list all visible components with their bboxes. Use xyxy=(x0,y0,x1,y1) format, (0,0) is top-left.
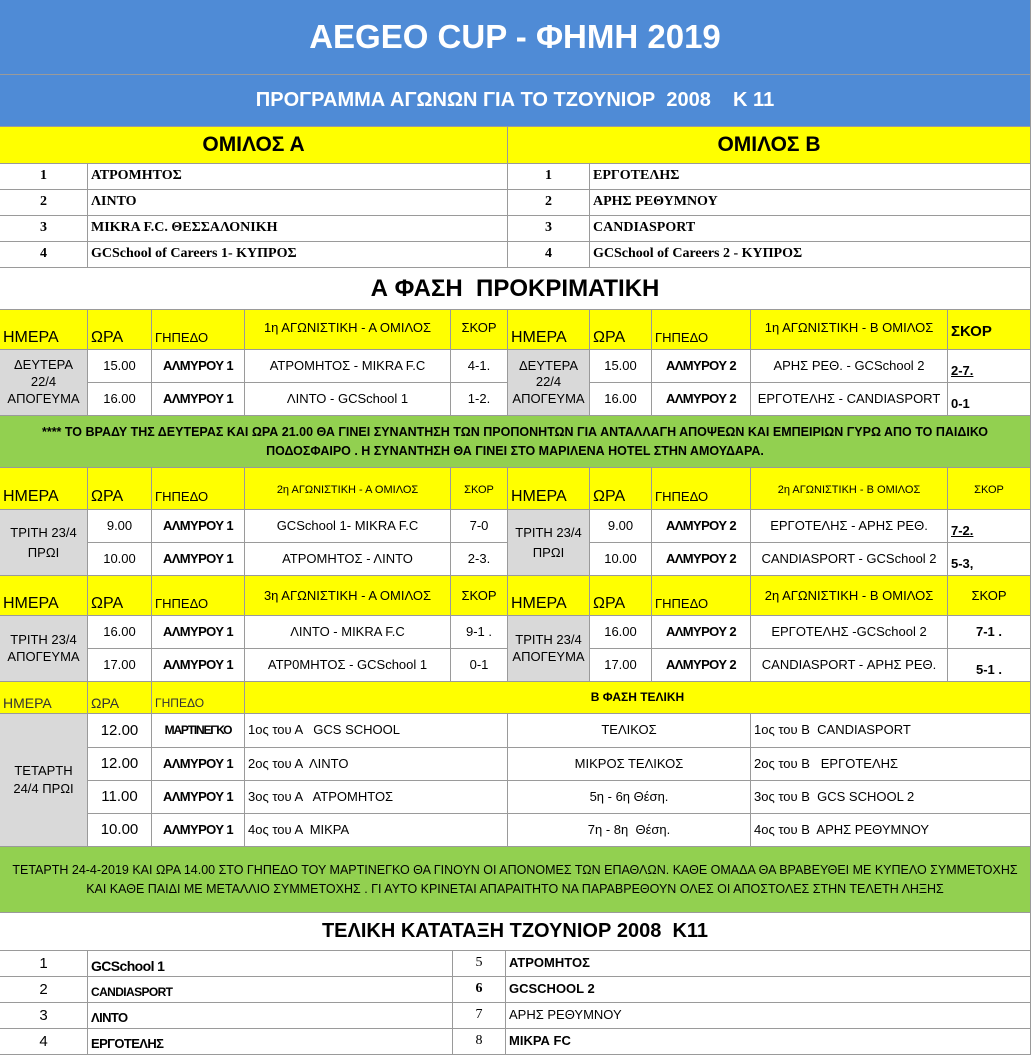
final-team-b: 4ος του Β ΑΡΗΣ ΡΕΘΥΜΝΟΥ xyxy=(751,814,1031,847)
match-teams: ΑΡΗΣ ΡΕΘ. - GCSchool 2 xyxy=(751,350,948,383)
standings-position: 1 xyxy=(0,951,88,977)
final-phase-title: Β ΦΑΣΗ ΤΕΛΙΚΗ xyxy=(245,682,1031,714)
standings-position: 3 xyxy=(0,1003,88,1029)
group-b-number: 3 xyxy=(508,216,590,242)
match-field: ΑΛΜΥΡΟΥ 2 xyxy=(652,383,751,416)
col-time-header: ΩΡΑ xyxy=(88,310,152,350)
final-field: ΜΑΡΤΙΝΕΓΚΟ xyxy=(152,714,245,748)
group-a-number: 4 xyxy=(0,242,88,268)
match-time: 16.00 xyxy=(590,383,652,416)
final-team-b: 1ος του Β CANDIASPORT xyxy=(751,714,1031,748)
round3-b-title: 2η ΑΓΩΝΙΣΤΙΚΗ - Β ΟΜΙΛΟΣ xyxy=(751,576,948,616)
col-score-header: ΣΚΟΡ xyxy=(451,468,508,510)
group-a-number: 2 xyxy=(0,190,88,216)
standings-position: 5 xyxy=(453,951,506,977)
col-field-header: ΓΗΠΕΔΟ xyxy=(652,468,751,510)
standings-position: 4 xyxy=(0,1029,88,1055)
match-score: 1-2. xyxy=(451,383,508,416)
match-score: 7-1 . xyxy=(948,616,1031,649)
final-field: ΑΛΜΥΡΟΥ 1 xyxy=(152,781,245,814)
standings-team: ΛΙΝΤΟ xyxy=(88,1003,453,1029)
final-field: ΑΛΜΥΡΟΥ 1 xyxy=(152,748,245,781)
round1-a-day: ΔΕΥΤΕΡΑ 22/4 ΑΠΟΓΕΥΜΑ xyxy=(0,350,88,416)
match-score: 4-1. xyxy=(451,350,508,383)
round3-b-day: ΤΡΙΤΗ 23/4 ΑΠΟΓΕΥΜΑ xyxy=(508,616,590,682)
round2-b-title: 2η ΑΓΩΝΙΣΤΙΚΗ - Β ΟΜΙΛΟΣ xyxy=(751,468,948,510)
match-time: 15.00 xyxy=(590,350,652,383)
match-score: 2-7. xyxy=(948,350,1031,383)
group-b-number: 2 xyxy=(508,190,590,216)
match-teams: ΑΤΡΟΜΗΤΟΣ - MIKRA F.C xyxy=(245,350,451,383)
col-time-header: ΩΡΑ xyxy=(590,576,652,616)
final-team-a: 1ος του Α GCS SCHOOL xyxy=(245,714,508,748)
match-field: ΑΛΜΥΡΟΥ 2 xyxy=(652,543,751,576)
match-teams: ΑΤΡΟΜΗΤΟΣ - ΛΙΝΤΟ xyxy=(245,543,451,576)
match-teams: ΛΙΝΤΟ - GCSchool 1 xyxy=(245,383,451,416)
final-team-b: 2ος του Β ΕΡΓΟΤΕΛΗΣ xyxy=(751,748,1031,781)
final-field: ΑΛΜΥΡΟΥ 1 xyxy=(152,814,245,847)
match-field: ΑΛΜΥΡΟΥ 2 xyxy=(652,649,751,682)
coaches-meeting-notice: **** ΤΟ ΒΡΑΔΥ ΤΗΣ ΔΕΥΤΕΡΑΣ ΚΑΙ ΩΡΑ 21.00 ΘΑ ΓΙΝΕΙ ΣΥΝΑΝΤΗΣΗ ΤΩΝ ΠΡΟΠΟΝΗΤΩΝ ΓΙΑ ΑΝΤΑΛΛΑΓΗ ΑΠΟΨΕΩΝ ΚΑΙ ΕΜΠΕΙΡΙΩΝ ΓΥΡΩ ΑΠΟ ΤΟ ΠΑΙΔΙΚΟ ΠΟΔΟΣΦΑΙΡΟ . Η ΣΥΝΑΝΤΗΣΗ ΘΑ ΓΙΝΕΙ ΣΤΟ ΜΑΡΙΛΕΝΑ HOTEL ΣΤΗΝ ΑΜΟΥΔΑΡΑ. xyxy=(0,416,1031,468)
final-match-label: ΤΕΛΙΚΟΣ xyxy=(508,714,751,748)
final-team-a: 3ος του Α ΑΤΡΟΜΗΤΟΣ xyxy=(245,781,508,814)
col-score-header: ΣΚΟΡ xyxy=(948,310,1031,350)
group-a-team: MIKRA F.C. ΘΕΣΣΑΛΟΝΙΚΗ xyxy=(88,216,508,242)
match-score: 9-1 . xyxy=(451,616,508,649)
final-team-a: 2ος του Α ΛΙΝΤΟ xyxy=(245,748,508,781)
match-time: 9.00 xyxy=(590,510,652,543)
page-subtitle: ΠΡΟΓΡΑΜΜΑ ΑΓΩΝΩΝ ΓΙΑ ΤΟ ΤΖΟΥΝΙΟΡ 2008 Κ 11 xyxy=(0,75,1031,127)
col-time-header: ΩΡΑ xyxy=(88,682,152,714)
col-day-header: ΗΜΕΡΑ xyxy=(508,310,590,350)
col-field-header: ΓΗΠΕΔΟ xyxy=(152,576,245,616)
match-teams: CANDIASPORT - GCSchool 2 xyxy=(751,543,948,576)
col-field-header: ΓΗΠΕΔΟ xyxy=(652,310,751,350)
standings-team: ΕΡΓΟΤΕΛΗΣ xyxy=(88,1029,453,1055)
col-time-header: ΩΡΑ xyxy=(590,468,652,510)
group-b-team: ΑΡΗΣ ΡΕΘΥΜΝΟΥ xyxy=(590,190,1031,216)
group-a-number: 3 xyxy=(0,216,88,242)
group-a-number: 1 xyxy=(0,164,88,190)
final-time: 10.00 xyxy=(88,814,152,847)
match-field: ΑΛΜΥΡΟΥ 1 xyxy=(152,350,245,383)
final-phase-day: ΤΕΤΑΡΤΗ 24/4 ΠΡΩΙ xyxy=(0,714,88,847)
col-field-header: ΓΗΠΕΔΟ xyxy=(652,576,751,616)
col-time-header: ΩΡΑ xyxy=(88,468,152,510)
final-team-a: 4ος του Α ΜΙΚΡΑ xyxy=(245,814,508,847)
col-score-header: ΣΚΟΡ xyxy=(451,576,508,616)
col-day-header: ΗΜΕΡΑ xyxy=(508,468,590,510)
col-field-header: ΓΗΠΕΔΟ xyxy=(152,682,245,714)
col-time-header: ΩΡΑ xyxy=(88,576,152,616)
group-b-number: 4 xyxy=(508,242,590,268)
group-b-number: 1 xyxy=(508,164,590,190)
match-score: 0-1 xyxy=(451,649,508,682)
match-teams: ΕΡΓΟΤΕΛΗΣ - ΑΡΗΣ ΡΕΘ. xyxy=(751,510,948,543)
round2-b-day: ΤΡΙΤΗ 23/4 ΠΡΩΙ xyxy=(508,510,590,576)
standings-position: 8 xyxy=(453,1029,506,1055)
match-field: ΑΛΜΥΡΟΥ 1 xyxy=(152,649,245,682)
round2-a-day: ΤΡΙΤΗ 23/4 ΠΡΩΙ xyxy=(0,510,88,576)
match-score: 7-2. xyxy=(948,510,1031,543)
col-score-header: ΣΚΟΡ xyxy=(948,468,1031,510)
match-teams: ΛΙΝΤΟ - MIKRA F.C xyxy=(245,616,451,649)
round1-a-title: 1η ΑΓΩΝΙΣΤΙΚΗ - Α ΟΜΙΛΟΣ xyxy=(245,310,451,350)
match-time: 17.00 xyxy=(590,649,652,682)
round1-b-day: ΔΕΥΤΕΡΑ 22/4 ΑΠΟΓΕΥΜΑ xyxy=(508,350,590,416)
match-time: 16.00 xyxy=(88,383,152,416)
col-day-header: ΗΜΕΡΑ xyxy=(0,576,88,616)
page-title: AEGEO CUP - ΦΗΜΗ 2019 xyxy=(0,0,1031,75)
col-day-header: ΗΜΕΡΑ xyxy=(0,468,88,510)
standings-team: GCSchool 1 xyxy=(88,951,453,977)
col-day-header: ΗΜΕΡΑ xyxy=(0,310,88,350)
match-field: ΑΛΜΥΡΟΥ 1 xyxy=(152,543,245,576)
col-field-header: ΓΗΠΕΔΟ xyxy=(152,310,245,350)
group-b-team: ΕΡΓΟΤΕΛΗΣ xyxy=(590,164,1031,190)
match-time: 10.00 xyxy=(88,543,152,576)
match-score: 5-1 . xyxy=(948,649,1031,682)
round3-a-title: 3η ΑΓΩΝΙΣΤΙΚΗ - Α ΟΜΙΛΟΣ xyxy=(245,576,451,616)
col-day-header: ΗΜΕΡΑ xyxy=(508,576,590,616)
round3-a-day: ΤΡΙΤΗ 23/4 ΑΠΟΓΕΥΜΑ xyxy=(0,616,88,682)
final-time: 12.00 xyxy=(88,714,152,748)
group-b-team: GCSchool of Careers 2 - ΚΥΠΡΟΣ xyxy=(590,242,1031,268)
match-teams: ΕΡΓΟΤΕΛΗΣ -GCSchool 2 xyxy=(751,616,948,649)
col-field-header: ΓΗΠΕΔΟ xyxy=(152,468,245,510)
standings-position: 2 xyxy=(0,977,88,1003)
standings-position: 7 xyxy=(453,1003,506,1029)
standings-team: ΑΤΡΟΜΗΤΟΣ xyxy=(506,951,1031,977)
standings-team: CANDIASPORT xyxy=(88,977,453,1003)
match-time: 10.00 xyxy=(590,543,652,576)
match-time: 16.00 xyxy=(590,616,652,649)
final-match-label: 5η - 6η Θέση. xyxy=(508,781,751,814)
match-time: 9.00 xyxy=(88,510,152,543)
group-b-team: CANDIASPORT xyxy=(590,216,1031,242)
match-score: 7-0 xyxy=(451,510,508,543)
group-a-title: ΟΜΙΛΟΣ Α xyxy=(0,127,508,164)
standings-position: 6 xyxy=(453,977,506,1003)
col-score-header: ΣΚΟΡ xyxy=(451,310,508,350)
match-teams: ΕΡΓΟΤΕΛΗΣ - CANDIASPORT xyxy=(751,383,948,416)
match-teams: CANDIASPORT - ΑΡΗΣ ΡΕΘ. xyxy=(751,649,948,682)
standings-team: GCSCHOOL 2 xyxy=(506,977,1031,1003)
round2-a-title: 2η ΑΓΩΝΙΣΤΙΚΗ - Α ΟΜΙΛΟΣ xyxy=(245,468,451,510)
match-score: 2-3. xyxy=(451,543,508,576)
group-a-team: GCSchool of Careers 1- ΚΥΠΡΟΣ xyxy=(88,242,508,268)
final-time: 12.00 xyxy=(88,748,152,781)
match-field: ΑΛΜΥΡΟΥ 1 xyxy=(152,510,245,543)
match-score: 5-3, xyxy=(948,543,1031,576)
match-time: 16.00 xyxy=(88,616,152,649)
match-field: ΑΛΜΥΡΟΥ 1 xyxy=(152,616,245,649)
match-teams: GCSchool 1- MIKRA F.C xyxy=(245,510,451,543)
group-a-team: ΛΙΝΤΟ xyxy=(88,190,508,216)
match-field: ΑΛΜΥΡΟΥ 2 xyxy=(652,510,751,543)
standings-team: ΜΙΚΡΑ FC xyxy=(506,1029,1031,1055)
standings-team: ΑΡΗΣ ΡΕΘΥΜΝΟΥ xyxy=(506,1003,1031,1029)
col-day-header: ΗΜΕΡΑ xyxy=(0,682,88,714)
group-a-team: ΑΤΡΟΜΗΤΟΣ xyxy=(88,164,508,190)
match-field: ΑΛΜΥΡΟΥ 1 xyxy=(152,383,245,416)
awards-ceremony-notice: ΤΕΤΑΡΤΗ 24-4-2019 ΚΑΙ ΩΡΑ 14.00 ΣΤΟ ΓΗΠΕΔΟ ΤΟΥ ΜΑΡΤΙΝΕΓΚΟ ΘΑ ΓΙΝΟΥΝ ΟΙ ΑΠΟΝΟΜΕΣ ΤΩΝ ΕΠΑΘΛΩΝ. ΚΑΘΕ ΟΜΑΔΑ ΘΑ ΒΡΑΒΕΥΘΕΙ ΜΕ ΚΥΠΕΛΟ ΣΥΜΜΕΤΟΧΗΣ ΚΑΙ ΚΑΘΕ ΠΑΙΔΙ ΜΕ ΜΕΤΑΛΛΙΟ ΣΥΜΜΕΤΟΧΗΣ . ΓΙ ΑΥΤΟ ΚΡΙΝΕΤΑΙ ΑΠΑΡΑΙΤΗΤΟ ΝΑ ΠΑΡΑΒΡΕΘΟΥΝ ΟΛΕΣ ΟΙ ΑΠΟΣΤΟΛΕΣ ΣΤΗΝ ΤΕΛΕΤΗ ΛΗΞΗΣ xyxy=(0,847,1031,913)
standings-title: ΤΕΛΙΚΗ ΚΑΤΑΤΑΞΗ ΤΖΟΥΝΙΟΡ 2008 Κ11 xyxy=(0,913,1031,951)
col-time-header: ΩΡΑ xyxy=(590,310,652,350)
final-team-b: 3ος του Β GCS SCHOOL 2 xyxy=(751,781,1031,814)
final-match-label: ΜΙΚΡΟΣ ΤΕΛΙΚΟΣ xyxy=(508,748,751,781)
final-time: 11.00 xyxy=(88,781,152,814)
match-teams: ΑΤΡ0ΜΗΤΟΣ - GCSchool 1 xyxy=(245,649,451,682)
group-b-title: ΟΜΙΛΟΣ Β xyxy=(508,127,1031,164)
match-time: 15.00 xyxy=(88,350,152,383)
phase-a-title: Α ΦΑΣΗ ΠΡΟΚΡΙΜΑΤΙΚΗ xyxy=(0,268,1031,310)
match-score: 0-1 xyxy=(948,383,1031,416)
col-score-header: ΣΚΟΡ xyxy=(948,576,1031,616)
final-match-label: 7η - 8η Θέση. xyxy=(508,814,751,847)
round1-b-title: 1η ΑΓΩΝΙΣΤΙΚΗ - Β ΟΜΙΛΟΣ xyxy=(751,310,948,350)
match-field: ΑΛΜΥΡΟΥ 2 xyxy=(652,350,751,383)
match-field: ΑΛΜΥΡΟΥ 2 xyxy=(652,616,751,649)
match-time: 17.00 xyxy=(88,649,152,682)
